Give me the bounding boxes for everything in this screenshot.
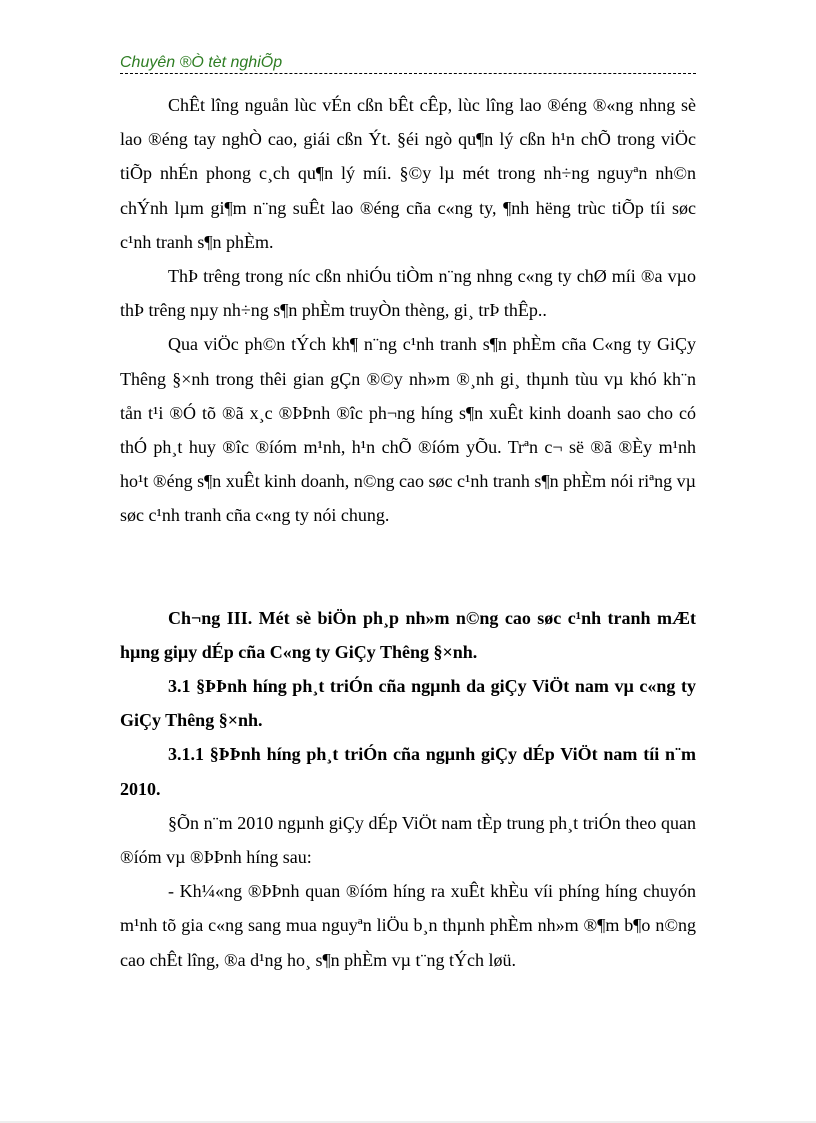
document-body (120, 88, 696, 977)
page-header (120, 53, 700, 73)
section-gap (120, 533, 696, 601)
paragraph-2: ThÞ trêng trong níc cßn nhiÓu tiÒm n¨ng nhng c«ng ty chØ míi ®a vµo thÞ trêng nµy nh÷ng s¶n phÈm truyÒn thèng, gi¸ trÞ thÊp.. (120, 266, 696, 321)
paragraph-5: - Kh¼«ng ®ÞÞnh quan ®íóm híng ra xuÊt khÈu víi phíng híng chuyón m¹nh tõ gia c«ng sang mua nguyªn liÖu b¸n thµnh phÈm nh»m ®¶m b¶o n©ng cao chÊt lîng, ®a d¹ng ho¸ s¶n phÈm vµ t¨ng tÝch løü. (120, 881, 696, 970)
section-heading-3-1-1: 3.1.1 §ÞÞnh híng ph¸t triÓn cña ngµnh giÇy dÉp ViÖt nam tíi n¨m 2010. (120, 744, 696, 799)
paragraph-3: Qua viÖc ph©n tÝch kh¶ n¨ng c¹nh tranh s¶n phÈm cña C«ng ty GiÇy Thêng §×nh trong thêi gian gÇn ®©y nh»m ®¸nh gi¸ thµnh tùu vµ khó kh¨n tån t¹i ®Ó tõ ®ã x¸c ®ÞÞnh ®îc ph¬ng híng s¶n xuÊt kinh doanh sao cho có thÓ ph¸t huy ®îc ®íóm m¹nh, h¹n chÕ ®íóm yÕu. Trªn c¬ së ®ã ®Èy m¹nh ho¹t ®éng s¶n xuÊt kinh doanh, n©ng cao søc c¹nh tranh s¶n phÈm nói riªng vµ søc c¹nh tranh cña c«ng ty nói chung. (120, 334, 696, 526)
header-title: Chuyên ®Ò tèt nghiÕp (120, 54, 283, 71)
header-rule (120, 73, 696, 74)
paragraph-1: ChÊt lîng nguån lùc vÉn cßn bÊt cÊp, lùc lîng lao ®éng ®«ng nhng sè lao ®éng tay nghÒ cao, giái cßn Ýt. §éi ngò qu¶n lý cßn h¹n chÕ trong viÖc tiÕp nhÉn phong c¸ch qu¶n lý míi. §©y lµ mét trong nh÷ng nguyªn nh©n chÝnh lµm gi¶m n¨ng suÊt lao ®éng cña c«ng ty, ¶nh hëng trùc tiÕp tíi søc c¹nh tranh s¶n phÈm. (120, 95, 696, 252)
paragraph-4: §Õn n¨m 2010 ngµnh giÇy dÉp ViÖt nam tÈp trung ph¸t triÓn theo quan ®íóm vµ ®ÞÞnh híng sau: (120, 812, 696, 868)
section-heading-3-1: 3.1 §ÞÞnh híng ph¸t triÓn cña ngµnh da giÇy ViÖt nam vµ c«ng ty GiÇy Thêng §×nh. (120, 676, 696, 731)
chapter-heading: Ch¬ng III. Mét sè biÖn ph¸p nh»m n©ng cao søc c¹nh tranh mÆt hµng giµy dÉp cña C«ng ty GiÇy Thêng §×nh. (120, 607, 696, 662)
